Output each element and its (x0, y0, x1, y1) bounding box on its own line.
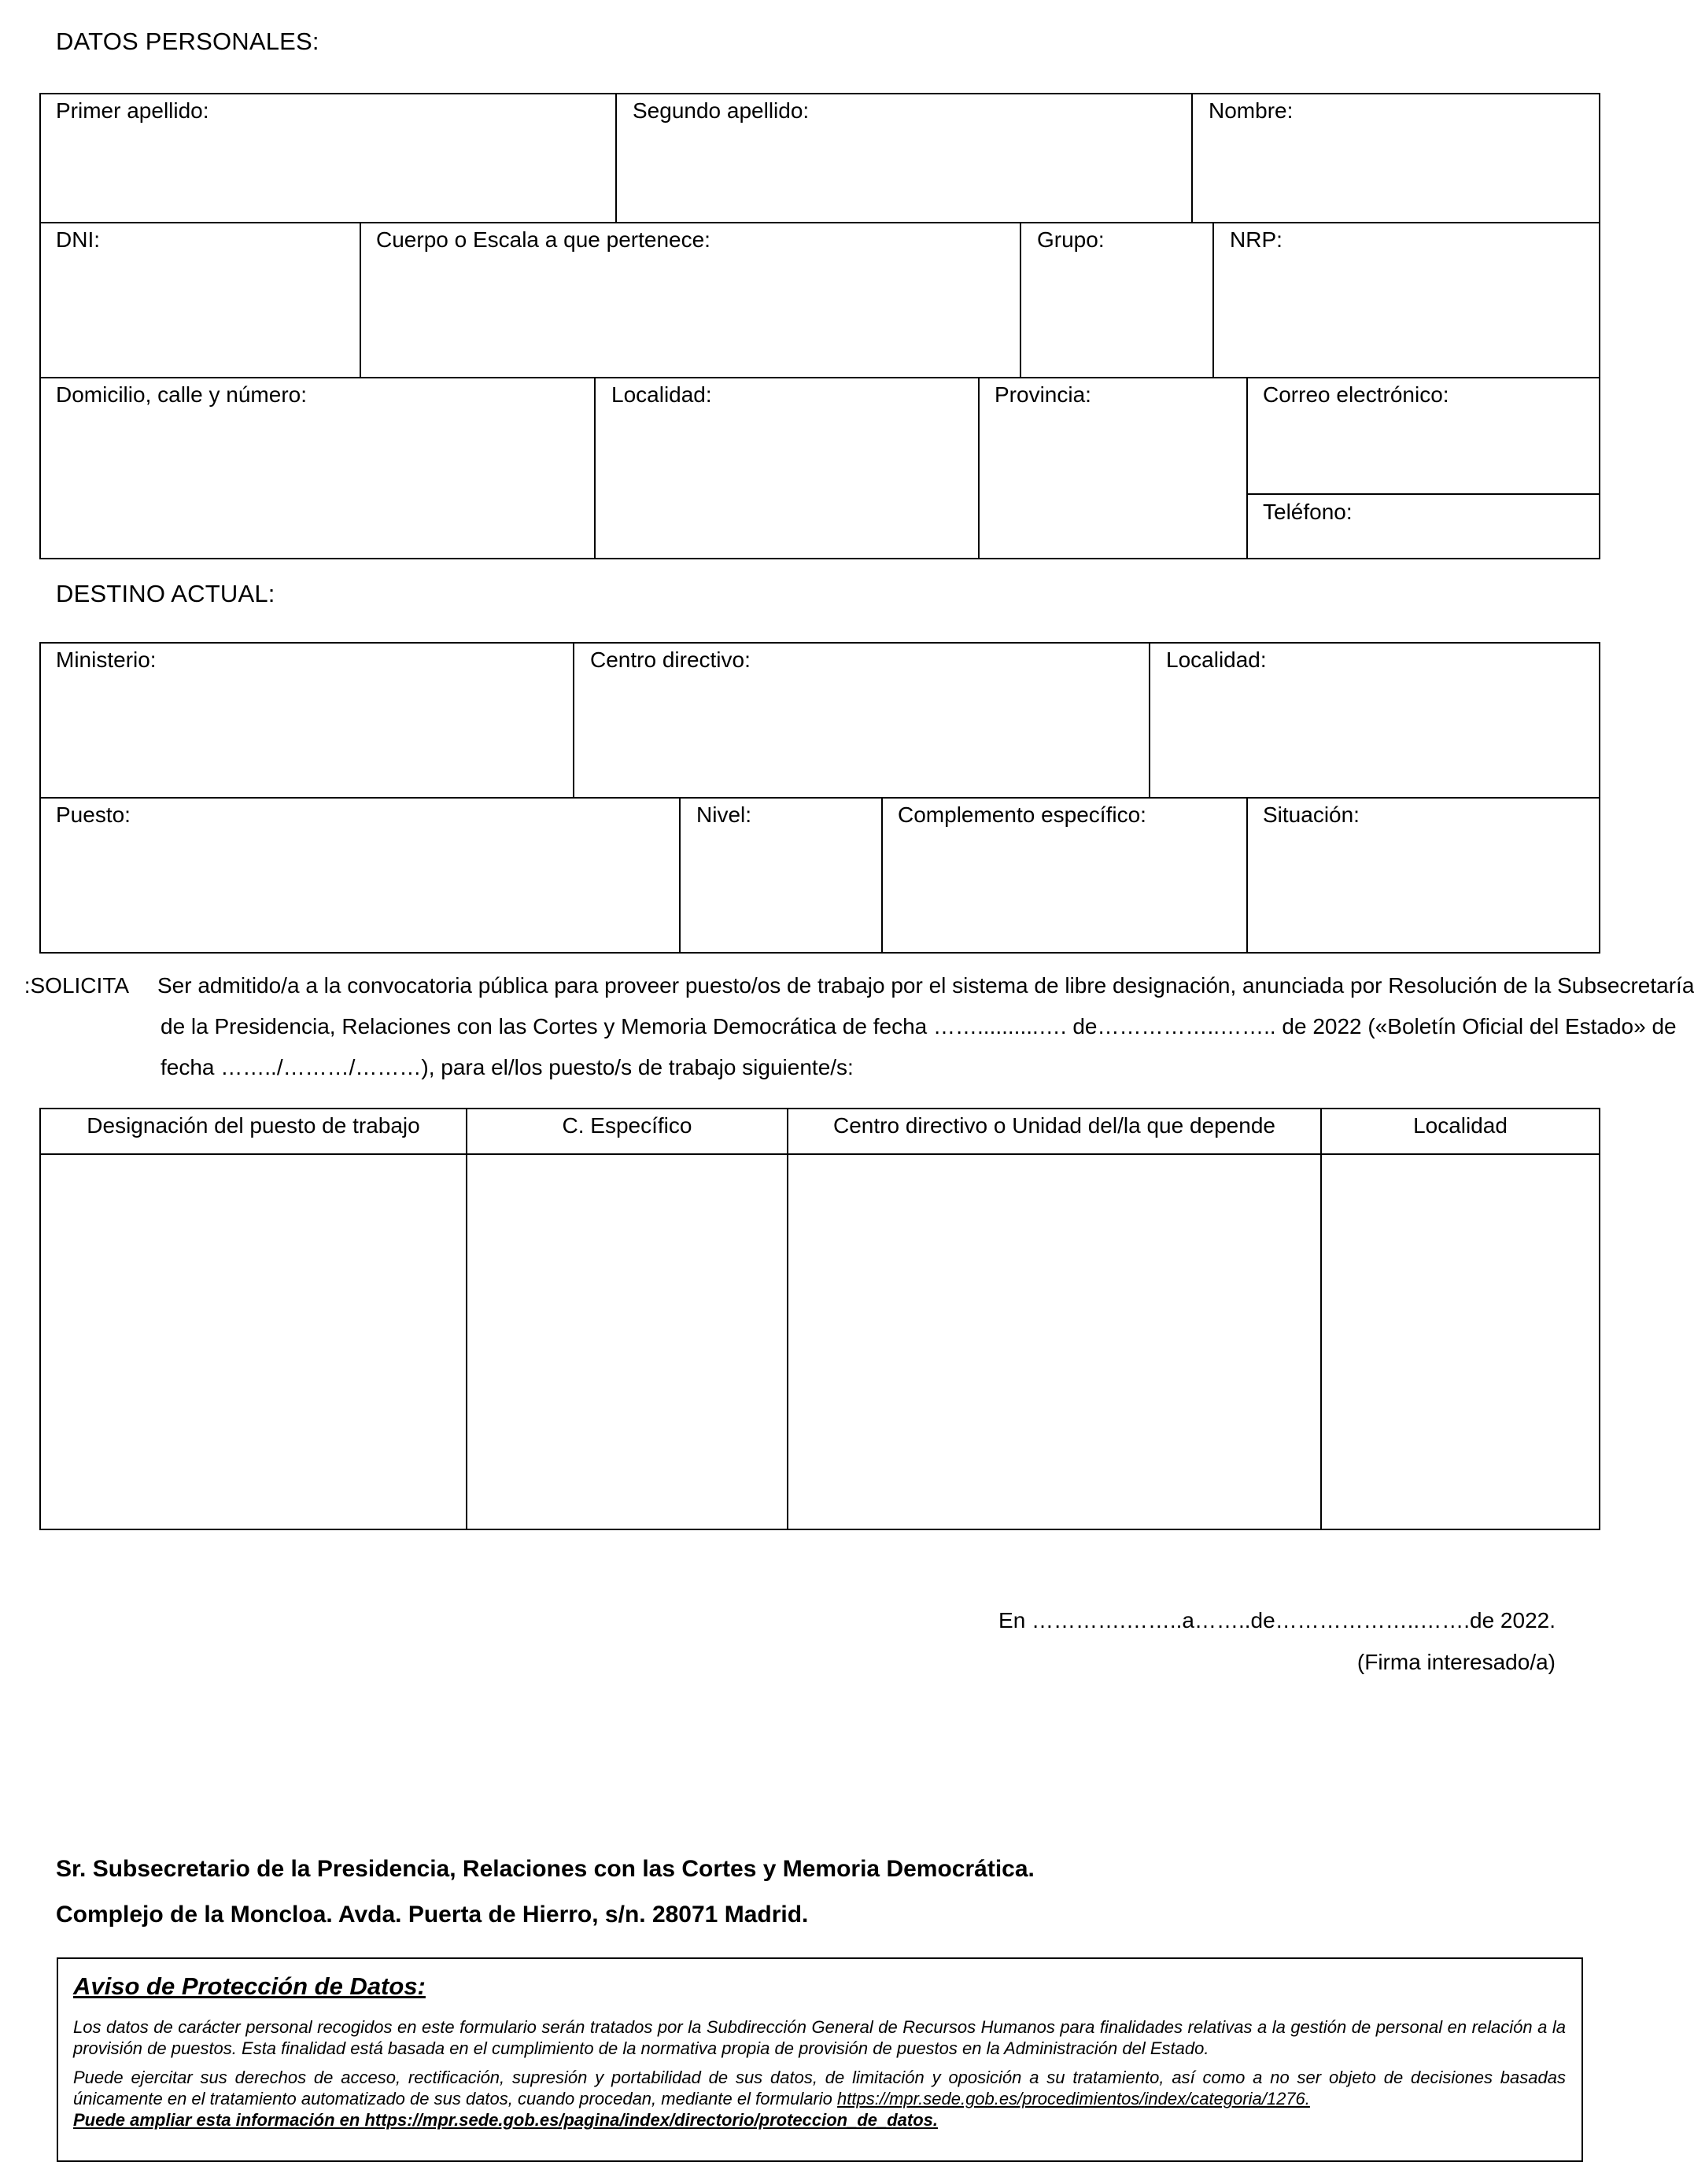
table-divider (1320, 1108, 1322, 1530)
table-divider (1020, 222, 1021, 378)
solicita-label: SOLICITA: (24, 973, 129, 998)
table-divider (1191, 93, 1193, 223)
label-complemento: Complemento específico: (898, 802, 1146, 827)
label-nrp: NRP: (1230, 227, 1282, 252)
table-divider (594, 377, 596, 559)
table-divider (1212, 222, 1214, 378)
section-title-datos-personales: DATOS PERSONALES: (56, 28, 319, 55)
label-primer-apellido: Primer apellido: (56, 98, 209, 123)
label-nivel: Nivel: (696, 802, 752, 827)
table-divider (360, 222, 361, 378)
cuerpo-escala-field[interactable] (367, 258, 1014, 371)
label-cuerpo-escala: Cuerpo o Escala a que pertenece: (376, 227, 710, 252)
label-grupo: Grupo: (1037, 227, 1105, 252)
primer-apellido-field[interactable] (47, 129, 610, 216)
addressee-line-1: Sr. Subsecretario de la Presidencia, Relaciones con las Cortes y Memoria Democrática. (56, 1856, 1035, 1882)
aviso-form-link[interactable]: https://mpr.sede.gob.es/procedimientos/index/categoria/1276. (837, 2089, 1310, 2108)
table-divider (679, 797, 681, 954)
place-date-line: En ………….……..a……..de………………..…….de 2022. (998, 1608, 1556, 1632)
table-divider (1149, 642, 1150, 798)
header-c-especifico: C. Específico (562, 1113, 692, 1138)
table-divider (39, 222, 1600, 223)
domicilio-field[interactable] (47, 413, 589, 553)
table-divider (1246, 493, 1600, 495)
localidad-destino-field[interactable] (1157, 678, 1594, 791)
centro-directivo-puesto-field[interactable] (795, 1161, 1315, 1525)
addressee-line-2: Complejo de la Moncloa. Avda. Puerta de Hierro, s/n. 28071 Madrid. (56, 1902, 809, 1928)
label-correo: Correo electrónico: (1263, 382, 1449, 407)
nrp-field[interactable] (1220, 258, 1595, 371)
grupo-field[interactable] (1028, 258, 1207, 371)
firma-label: (Firma interesado/a) (1356, 1650, 1556, 1674)
solicita-line-2: de la Presidencia, Relaciones con las Cortes y Memoria Democrática de fecha ……..........…. de……………..…….. de 2022 («Boletín Oficial del Estado» de (161, 1014, 1677, 1039)
aviso-paragraph-1: Los datos de carácter personal recogidos en este formulario serán tratados por la Subdirección General de Recursos Humanos para finalidades relativas a la gestión de personal en relación a la provisión de puestos. Esta finalidad está basada en el cumplimiento de la normativa propia de provisión de puestos en la Administración del Estado. (73, 2017, 1566, 2058)
label-telefono: Teléfono: (1263, 500, 1353, 524)
aviso-title: Aviso de Protección de Datos: (73, 1972, 426, 2000)
telefono-field[interactable] (1385, 501, 1594, 553)
label-situacion: Situación: (1263, 802, 1360, 827)
centro-directivo-field[interactable] (581, 678, 1143, 791)
section-title-destino-actual: DESTINO ACTUAL: (56, 580, 275, 607)
table-divider (39, 797, 1600, 799)
solicita-line-1: Ser admitido/a a la convocatoria pública para proveer puesto/os de trabajo por el sistema de libre designación, anunciada por Resolución de la Subsecretaría (157, 973, 1694, 998)
label-segundo-apellido: Segundo apellido: (633, 98, 810, 123)
table-divider (573, 642, 574, 798)
provincia-field[interactable] (986, 413, 1241, 553)
table-divider (1246, 377, 1248, 559)
label-domicilio: Domicilio, calle y número: (56, 382, 307, 407)
complemento-field[interactable] (889, 833, 1241, 947)
nombre-field[interactable] (1199, 129, 1593, 216)
dni-field[interactable] (47, 258, 354, 371)
label-puesto: Puesto: (56, 802, 131, 827)
label-centro-directivo: Centro directivo: (590, 647, 751, 672)
table-divider (978, 377, 980, 559)
designacion-puesto-field[interactable] (47, 1161, 460, 1525)
header-designacion: Designación del puesto de trabajo (87, 1113, 420, 1138)
table-divider (466, 1108, 467, 1530)
localidad-field[interactable] (602, 413, 972, 553)
ministerio-field[interactable] (47, 678, 567, 791)
puesto-field[interactable] (47, 833, 673, 947)
label-nombre: Nombre: (1209, 98, 1294, 123)
segundo-apellido-field[interactable] (623, 129, 1186, 216)
header-centro-directivo: Centro directivo o Unidad del/la que depende (833, 1113, 1275, 1138)
aviso-paragraph-2-text: Puede ejercitar sus derechos de acceso, rectificación, supresión y portabilidad de sus datos, de limitación y oposición a su tratamiento, así como a no ser objeto de decisiones basadas únicamente en el tratamiento automatizado de sus datos, cuando procedan, mediante el formulario (73, 2068, 1566, 2108)
label-localidad: Localidad: (611, 382, 712, 407)
table-divider (615, 93, 617, 223)
table-divider (787, 1108, 788, 1530)
aviso-paragraph-2 (73, 2067, 1566, 2109)
aviso-more-info-link[interactable]: Puede ampliar esta información en https://mpr.sede.gob.es/pagina/index/directorio/proteccion_de_datos. (73, 2110, 939, 2130)
correo-field[interactable] (1254, 413, 1594, 489)
label-localidad-destino: Localidad: (1166, 647, 1267, 672)
label-ministerio: Ministerio: (56, 647, 157, 672)
situacion-field[interactable] (1254, 833, 1594, 947)
nivel-field[interactable] (687, 833, 876, 947)
c-especifico-field[interactable] (474, 1161, 781, 1525)
localidad-puesto-field[interactable] (1328, 1161, 1595, 1525)
table-divider (39, 1153, 1600, 1155)
table-divider (881, 797, 883, 954)
table-divider (39, 377, 1600, 378)
table-divider (1246, 797, 1248, 954)
label-dni: DNI: (56, 227, 100, 252)
header-localidad: Localidad (1413, 1113, 1508, 1138)
label-provincia: Provincia: (995, 382, 1091, 407)
solicita-line-3: fecha ……../………/………), para el/los puesto/s de trabajo siguiente/s: (161, 1055, 854, 1079)
